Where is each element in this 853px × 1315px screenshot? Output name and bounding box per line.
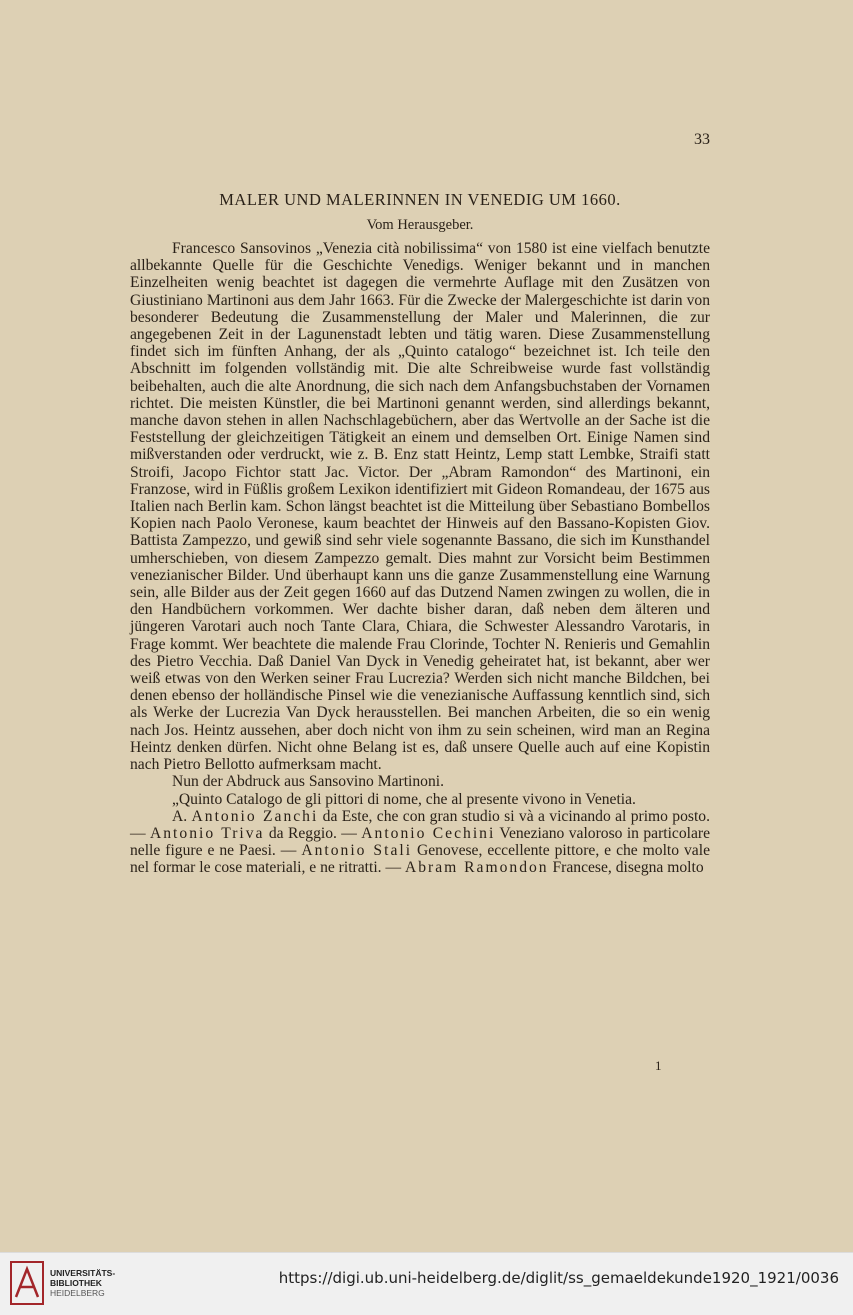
painter-name: Antonio Triva (150, 824, 265, 842)
entry-text: da Este, che con gran studio si và a vicinando al primo posto. — (130, 807, 711, 842)
page-number: 33 (694, 131, 710, 148)
library-name: UNIVERSITÄTS- BIBLIOTHEK HEIDELBERG (50, 1268, 116, 1298)
article-title: MALER UND MALERINNEN IN VENEDIG UM 1660. (219, 190, 621, 209)
library-seal-icon (10, 1261, 44, 1305)
library-logo[interactable] (10, 1261, 115, 1305)
painter-name: Antonio Zanchi (191, 807, 319, 825)
entry-text: Francese, disegna molto (548, 859, 704, 877)
paragraph-catalogo-heading: „Quinto Catalogo de gli pittori di nome, che al presente vivono in Venetia. (172, 790, 636, 808)
painter-name: Abram Ramondon (404, 859, 549, 877)
entry-text: da Reggio. — (264, 824, 362, 842)
footer-bar (0, 1252, 853, 1315)
entry-text: Veneziano valoroso in particolare nelle figure e ne Paesi. — (130, 824, 711, 860)
entry-text: Genovese, eccellente pittore, e che molto vale nel formar le cose materiali, e ne ritratti. — (130, 842, 710, 877)
paragraph-intro: Francesco Sansovinos „Venezia cità nobilissima“ von 1580 ist eine vielfach benutzte allbekannte Quelle für die Geschichte Venedigs. Weniger bekannt und in manchen Einzelheiten wenig beachtet ist dagegen die vermehrte Auflage mit den Zusätzen von Giustiniano Martinoni aus dem Jahr 1663. Für die Zwecke der Malergeschichte ist darin von besonderer Bedeutung die Zusammenstellung der Maler und Malerinnen, die zur angegebenen Zeit in der Lagunenstadt lebten und tätig waren. Diese Zusammenstellung findet sich im fünften Anhang, der als „Quinto catalogo“ bezeichnet ist. Ich teile den Abschnitt im folgenden vollständig mit. Die alte Schreibweise wurde fast vollständig beibehalten, auch die alte Anordnung, die sich nach dem Anfangsbuchstaben der Vornamen richtet. Die meisten Künstler, die bei Martinoni genannt werden, sind allerdings bekannt, manche davon stehen in allen Nachschlagebüchern, aber das Wertvolle an der Sache ist die Feststellung der gleichzeitigen Tätigkeit an einem und demselben Ort. Einige Namen sind mißverstanden oder verdruckt, wie z. B. Enz statt Heintz, Lemp statt Lembke, Straifi statt Stroifi, Jacopo Fichtor statt Jac. Victor. Der „Abram Ramondon“ des Martinoni, ein Franzose, wird in Füßlis großem Lexikon identifiziert mit Gideon Romandeau, der 1675 aus Italien nach Berlin kam. Schon längst beachtet ist die Mitteilung über Sebastiano Bombellos Kopien nach Paolo Veronese, kaum beachtet der Hinweis auf den Bassano-Kopisten Giov. Battista Zampezzo, und gewiß sind sehr viele sogenannte Bassano, die sich im Kunsthandel umherschieben, von diesem Zampezzo gemalt. Dies mahnt zur Vorsicht beim Bestimmen venezianischer Bilder. Und überhaupt kann uns die ganze Zusammenstellung eine Warnung sein, alle Bilder aus der Zeit gegen 1660 auf das Dutzend Namen zwingen zu wollen, die in den Handbüchern vorkommen. Wer dachte bisher daran, daß neben dem älteren und jüngeren Varotari auch noch Tante Clara, Chiara, die Schwester Alessandro Varotaris, in Frage kommt. Wer beachtete die malende Frau Clorinde, Tochter N. Renieris und Gemahlin des Pietro Vecchia. Daß Daniel Van Dyck in Venedig geheiratet hat, ist bekannt, aber wer weiß etwas von den Werken seiner Frau Lucrezia? Werden sich nicht manche Bildchen, bei denen ebenso der holländische Pinsel wie die venezianische Auffassung kenntlich sind, sich als Werke der Lucrezia Van Dyck herausstellen. Bei manchen Arbeiten, die so ein wenig nach Jos. Heintz aussehen, aber doch nicht von ihm zu sein scheinen, wird man an Regina Heintz denken dürfen. Nicht ohne Belang ist es, daß unsere Quelle auch auf eine Kopistin nach Pietro Bellotto aufmerksam macht. (130, 240, 710, 774)
article-body (130, 240, 710, 877)
painter-name: Antonio Cechini (361, 824, 496, 842)
permalink-url[interactable]: https://digi.ub.uni-heidelberg.de/diglit/ss_gemaeldekunde1920_1921/0036 (278, 1269, 839, 1287)
painter-name: Antonio Stali (301, 842, 413, 860)
paragraph-catalogo-entries (130, 808, 710, 877)
entry-letter: A. (172, 807, 188, 825)
paragraph-transition: Nun der Abdruck aus Sansovino Martinoni. (172, 773, 444, 791)
signature-mark: 1 (655, 1058, 662, 1073)
byline: Vom Herausgeber. (366, 217, 474, 233)
